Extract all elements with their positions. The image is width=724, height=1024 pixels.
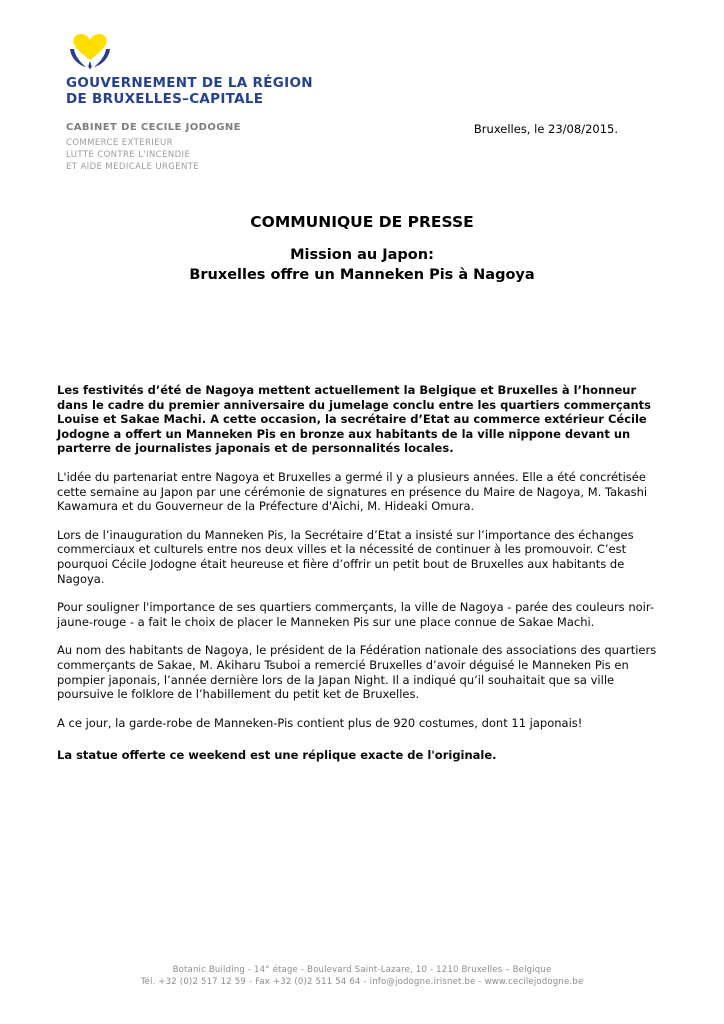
title-block: [0, 213, 724, 285]
letterhead: [66, 30, 668, 173]
closing-paragraph: La statue offerte ce weekend est une réplique exacte de l'originale.: [57, 748, 497, 763]
body-paragraph: L'idée du partenariat entre Nagoya et Bruxelles a germé il y a plusieurs années. Elle a été concrétisée cette semaine au Japon par une cérémonie de signatures en présence du Maire de Nagoya, M. Takashi Kawamura et du Gouverneur de la Préfecture d'Aichi, M. Hideaki Omura.: [57, 469, 648, 514]
cabinet-block: [66, 122, 241, 173]
brussels-iris-logo-icon: [62, 30, 118, 70]
body-paragraph: Au nom des habitants de Nagoya, le président de la Fédération nationale des associations des quartiers commerçants de Sakae, M. Akiharu Tsuboi a remercié Bruxelles d’avoir déguisé le Manneken Pis en pompier japonais, l’année dernière lors de la Japan Night. Il a indiqué qu’il souhaitait que sa ville poursuive le folklore de l’habillement du petit ket de Bruxelles.: [57, 643, 657, 702]
department-line: ET AIDE MEDICALE URGENTE: [66, 162, 200, 172]
footer-contact: Tél. +32 (0)2 517 12 59 - Fax +32 (0)2 511 54 64 - info@jodogne.irisnet.be - www.cecilejodogne.be: [140, 977, 584, 987]
body-paragraph: Pour souligner l'importance de ses quartiers commerçants, la ville de Nagoya - parée des couleurs noir-jaune-rouge - a fait le choix de placer le Manneken Pis sur une place connue de Sakae Machi.: [57, 600, 654, 629]
government-title-line1: GOUVERNEMENT DE LA RÉGION: [66, 75, 313, 91]
subtitle-line1: Mission au Japon:: [290, 247, 434, 263]
lead-paragraph: Les festivités d’été de Nagoya mettent actuellement la Belgique et Bruxelles à l’honneur dans le cadre du premier anniversaire du jumelage conclu entre les quartiers commerçants Louise et Sakae Machi. A cette occasion, la secrétaire d’Etat au commerce extérieur Cécile Jodogne a offert un Manneken Pis en bronze aux habitants de la ville nippone devant un parterre de journalistes japonais et de personnalités locales.: [57, 383, 651, 456]
footer-address: Botanic Building - 14° étage - Boulevard Saint-Lazare, 10 - 1210 Bruxelles – Belgique: [172, 965, 552, 975]
body-text: [57, 383, 669, 777]
government-title: [66, 75, 668, 107]
subtitle-line2: Bruxelles offre un Manneken Pis à Nagoya: [189, 267, 535, 283]
body-paragraph: A ce jour, la garde-robe de Manneken-Pis contient plus de 920 costumes, dont 11 japonais!: [57, 715, 583, 730]
department-line: LUTTE CONTRE L'INCENDIE: [66, 150, 191, 160]
government-title-line2: DE BRUXELLES–CAPITALE: [66, 91, 264, 107]
subtitle: [0, 245, 724, 285]
cabinet-row: [66, 122, 668, 173]
department-line: COMMERCE EXTERIEUR: [66, 138, 173, 148]
dateline: Bruxelles, le 23/08/2015.: [473, 122, 618, 136]
footer: [0, 964, 724, 988]
department-list: [66, 137, 241, 173]
press-release-heading: COMMUNIQUE DE PRESSE: [250, 213, 474, 231]
body-paragraph: Lors de l’inauguration du Manneken Pis, la Secrétaire d’Etat a insisté sur l’importance des échanges commerciaux et culturels entre nos deux villes et la nécessité de continuer à les promouvoir. C’est pourquoi Cécile Jodogne était heureuse et fière d’offrir un petit bout de Bruxelles aux habitants de Nagoya.: [57, 527, 634, 586]
cabinet-title: CABINET DE CECILE JODOGNE: [66, 122, 241, 133]
